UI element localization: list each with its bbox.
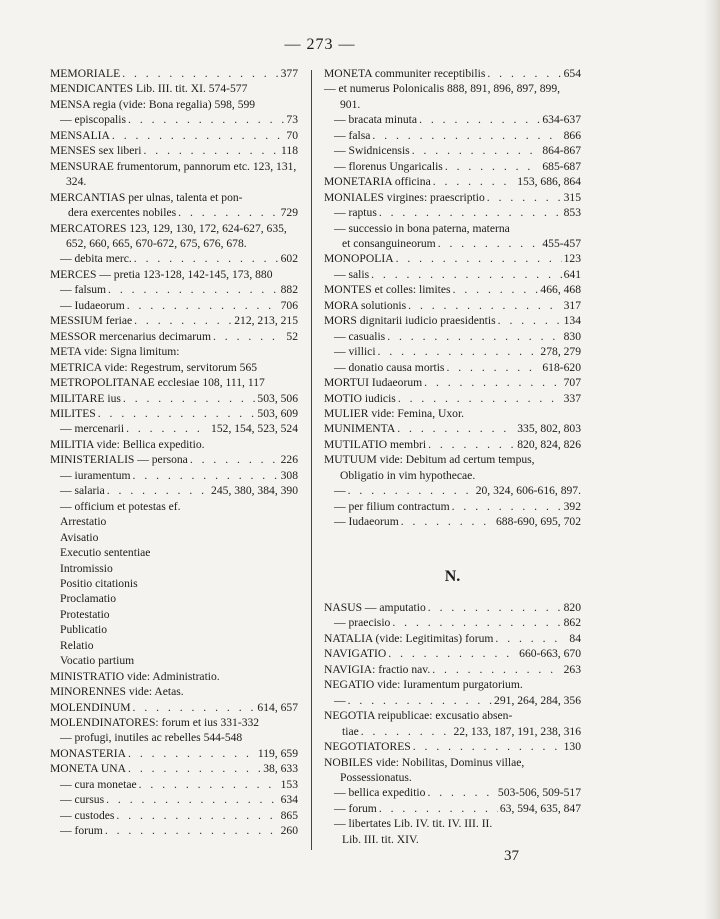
index-entry [50, 298, 298, 313]
index-entry [50, 483, 298, 498]
signature-folio: 37 [504, 848, 519, 864]
index-entry: MINORENNES vide: Aetas. [50, 685, 184, 699]
entry-term: MONIALES virgines: praescriptio [324, 190, 485, 204]
index-entry [50, 700, 298, 715]
index-entry [324, 329, 581, 344]
dot-leader [128, 761, 261, 776]
index-entry: MULIER vide: Femina, Uxor. [324, 406, 465, 420]
entry-term: — debita merc. [60, 252, 132, 266]
index-entry [324, 112, 581, 127]
page-number: — 273 — [284, 36, 356, 53]
dot-leader [361, 724, 452, 739]
index-entry [324, 662, 581, 677]
entry-page-refs: 866 [563, 128, 581, 142]
entry-term: MONETA communiter receptibilis [324, 67, 486, 80]
index-entry [324, 615, 581, 630]
index-entry [50, 282, 298, 297]
dot-leader [133, 468, 279, 483]
index-entry [324, 344, 581, 359]
index-entry [324, 785, 581, 800]
index-entry: — officium et potestas ef. [60, 499, 181, 513]
dot-leader [427, 785, 495, 800]
dot-leader [213, 329, 284, 344]
dot-leader [372, 128, 561, 143]
entry-term: — episcopalis [60, 113, 127, 127]
entry-page-refs: 641 [563, 267, 581, 281]
index-entry [324, 313, 581, 328]
entry-page-refs: 38, 633 [263, 762, 298, 776]
index-entry [324, 143, 581, 158]
index-entry [324, 693, 581, 708]
index-entry [50, 761, 298, 776]
entry-page-refs: 291, 264, 284, 356 [494, 693, 581, 707]
index-entry [50, 777, 298, 792]
index-entry: Proclamatio [60, 592, 117, 606]
dot-leader [98, 406, 256, 421]
entry-page-refs: 729 [280, 206, 298, 220]
dot-leader [397, 421, 515, 436]
entry-term: — Iudaeorum [60, 298, 125, 312]
entry-term: — custodes [60, 808, 115, 822]
dot-leader [432, 662, 561, 677]
entry-term: — per filium contractum [334, 499, 450, 513]
index-entry: Relatio [60, 638, 94, 652]
entry-page-refs: 119, 659 [257, 746, 298, 760]
index-entry [50, 251, 298, 266]
entry-term: NAVIGIA: fractio nav. [324, 662, 431, 676]
entry-page-refs: 392 [563, 499, 581, 513]
dot-leader [371, 267, 562, 282]
entry-term: MONETA UNA [50, 762, 127, 776]
entry-term: MINISTERIALIS — persona [50, 453, 188, 467]
dot-leader [452, 499, 562, 514]
dot-leader [408, 298, 561, 313]
index-entry [324, 600, 581, 615]
index-entry: Executio sententiae [60, 546, 151, 560]
entry-page-refs: 618-620 [542, 360, 581, 374]
entry-page-refs: 134 [563, 314, 581, 328]
entry-term: — iuramentum [60, 468, 131, 482]
entry-page-refs: 263 [563, 662, 581, 676]
index-entry [50, 406, 298, 421]
dot-leader [424, 375, 561, 390]
entry-term: MUNIMENTA [324, 422, 396, 436]
entry-term: MESSOR mercenarius decimarum [50, 329, 211, 343]
entry-term: — forum [60, 824, 103, 838]
entry-page-refs: 602 [280, 252, 298, 266]
index-entry: MENSA regia (vide: Bona regalia) 598, 599 [50, 97, 256, 111]
entry-page-refs: 245, 380, 384, 390 [211, 484, 298, 498]
dot-leader [128, 112, 284, 127]
dot-leader [107, 483, 209, 498]
index-entry [324, 631, 581, 646]
index-entry [324, 66, 581, 81]
dot-leader [348, 693, 492, 708]
dot-leader [412, 143, 541, 158]
entry-term: MILITARE ius [50, 391, 121, 405]
entry-term: NAVIGATIO [324, 647, 387, 661]
index-entry [324, 205, 581, 220]
dot-leader [487, 190, 562, 205]
index-entry: Vocatio partium [60, 654, 135, 668]
entry-page-refs: 820 [563, 601, 581, 614]
dot-leader [428, 437, 515, 452]
entry-page-refs: 865 [280, 808, 298, 822]
entry-term: — Swidnicensis [334, 144, 410, 158]
index-column-right-m [324, 66, 581, 530]
entry-page-refs: 634 [280, 793, 298, 807]
entry-page-refs: 377 [280, 67, 298, 80]
entry-term: tiae [342, 724, 359, 738]
index-entry: MERCES — pretia 123-128, 142-145, 173, 880 [50, 267, 273, 281]
entry-page-refs: 707 [563, 376, 581, 390]
dot-leader [445, 159, 541, 174]
entry-term: et consanguineorum [342, 236, 436, 250]
entry-page-refs: 503, 506 [257, 391, 298, 405]
dot-leader [178, 205, 278, 220]
section-heading-n: N. [444, 568, 461, 585]
index-entry: — successio in bona paterna, materna [334, 221, 510, 235]
index-entry: — et numerus Polonicalis 888, 891, 896, 897, 899, 901. [324, 82, 561, 111]
entry-term: — mercenarii [60, 422, 125, 436]
index-entry [324, 421, 581, 436]
dot-leader [392, 615, 561, 630]
entry-page-refs: 153, 686, 864 [517, 175, 581, 189]
dot-leader [498, 313, 562, 328]
index-entry [50, 205, 298, 220]
index-entry: META vide: Signa limitum: [50, 345, 180, 359]
entry-page-refs: 455-457 [542, 236, 581, 250]
dot-leader [387, 329, 561, 344]
entry-page-refs: 614, 657 [257, 700, 298, 714]
dot-leader [433, 174, 516, 189]
entry-page-refs: 862 [563, 616, 581, 630]
entry-term: — [334, 484, 346, 498]
entry-page-refs: 152, 154, 523, 524 [211, 422, 298, 436]
dot-leader [127, 298, 279, 313]
index-entry: MOLENDINATORES: forum et ius 331-332 [50, 716, 260, 730]
dot-leader [123, 391, 256, 406]
entry-term: MENSES sex liberi [50, 144, 142, 158]
entry-page-refs: 337 [563, 391, 581, 405]
index-entry: NEGATIO vide: Iuramentum purgatorium. [324, 678, 523, 692]
dot-leader [190, 452, 279, 467]
index-entry: NEGOTIA reipublicae: excusatio absen- [324, 709, 513, 723]
entry-term: — salis [334, 267, 370, 281]
dot-leader [105, 823, 279, 838]
entry-term: — raptus [334, 206, 377, 220]
dot-leader [495, 631, 567, 646]
index-entry: METRICA vide: Regestrum, servitorum 565 [50, 360, 258, 374]
dot-leader [106, 792, 278, 807]
index-entry [50, 329, 298, 344]
index-entry [50, 128, 298, 143]
entry-term: — casualis [334, 329, 386, 343]
entry-term: MONETARIA officina [324, 175, 431, 189]
entry-page-refs: 830 [563, 329, 581, 343]
dot-leader [348, 483, 474, 498]
entry-page-refs: 317 [563, 298, 581, 312]
index-entry: MUTUUM vide: Debitum ad certum tempus, Obligatio in vim hypothecae. [324, 453, 535, 482]
index-entry: METROPOLITANAE ecclesiae 108, 111, 117 [50, 376, 265, 390]
column-divider [311, 70, 312, 850]
index-entry: NOBILES vide: Nobilitas, Dominus villae, Possessionatus. [324, 755, 525, 784]
index-entry: — profugi, inutiles ac rebelles 544-548 [60, 731, 243, 745]
entry-term: dera exercentes nobiles [68, 206, 177, 220]
dot-leader [108, 282, 279, 297]
entry-page-refs: 706 [280, 298, 298, 312]
index-entry: MENDICANTES Lib. III. tit. XI. 574-577 [50, 82, 248, 96]
index-entry: Lib. III. tit. XIV. [342, 832, 419, 846]
index-entry [50, 808, 298, 823]
index-entry [324, 375, 581, 390]
index-entry [324, 360, 581, 375]
entry-page-refs: 503-506, 509-517 [497, 786, 581, 800]
entry-term: — falsum [60, 283, 107, 297]
entry-term: MUTILATIO membri [324, 437, 427, 451]
index-entry [50, 66, 298, 81]
entry-page-refs: 70 [286, 128, 298, 142]
index-entry [324, 646, 581, 661]
dot-leader [126, 421, 209, 436]
index-entry [50, 313, 298, 328]
dot-leader [379, 801, 498, 816]
index-entry [50, 421, 298, 436]
dot-leader [428, 600, 562, 615]
page-edge-shadow [704, 0, 720, 919]
entry-page-refs: 84 [569, 631, 581, 645]
entry-page-refs: 654 [563, 67, 581, 80]
entry-term: MONASTERIA [50, 746, 127, 760]
index-entry [324, 282, 581, 297]
entry-term: — bellica expeditio [334, 786, 426, 800]
index-entry [324, 739, 581, 754]
dot-leader [134, 251, 279, 266]
entry-term: MILITES [50, 406, 96, 420]
entry-term: — salaria [60, 484, 105, 498]
index-entry [324, 514, 581, 529]
dot-leader [398, 391, 562, 406]
entry-term: NEGOTIATORES [324, 740, 411, 754]
index-entry [324, 251, 581, 266]
index-entry: Intromissio [60, 561, 113, 575]
dot-leader [122, 66, 278, 81]
dot-leader [133, 700, 256, 715]
index-entry [324, 128, 581, 143]
dot-leader [401, 514, 494, 529]
index-entry: — libertates Lib. IV. tit. IV. III. II. [334, 817, 493, 831]
dot-leader [143, 143, 279, 158]
index-entry [50, 468, 298, 483]
entry-page-refs: 52 [286, 329, 298, 343]
index-entry [324, 174, 581, 189]
entry-page-refs: 22, 133, 187, 191, 238, 316 [453, 724, 581, 738]
dot-leader [413, 739, 562, 754]
entry-term: — forum [334, 801, 377, 815]
entry-page-refs: 123 [563, 252, 581, 266]
index-entry: MILITIA vide: Bellica expeditio. [50, 437, 205, 451]
entry-term: MOTIO iudicis [324, 391, 396, 405]
index-entry [50, 452, 298, 467]
index-entry: Arrestatio [60, 515, 107, 529]
entry-page-refs: 278, 279 [540, 345, 581, 359]
entry-page-refs: 63, 594, 635, 847 [499, 801, 581, 815]
entry-term: MORS dignitarii iudicio praesidentis [324, 314, 496, 328]
index-entry [50, 746, 298, 761]
index-entry [50, 112, 298, 127]
entry-term: MEMORIALE [50, 67, 121, 80]
entry-term: MORTUI Iudaeorum [324, 376, 423, 390]
entry-term: — bracata minuta [334, 113, 418, 127]
index-entry: Publicatio [60, 623, 108, 637]
entry-page-refs: 335, 802, 803 [517, 422, 581, 436]
index-entry [324, 437, 581, 452]
entry-term: — donatio causa mortis [334, 360, 445, 374]
entry-term: NATALIA (vide: Legitimitas) forum [324, 631, 494, 645]
index-column-left [50, 66, 298, 839]
dot-leader [396, 251, 562, 266]
dot-leader [438, 236, 541, 251]
index-entry [324, 267, 581, 282]
dot-leader [379, 205, 562, 220]
entry-term: MESSIUM feriae [50, 314, 133, 328]
index-entry [324, 236, 581, 251]
index-entry: MERCATORES 123, 129, 130, 172, 624-627, 635, 652, 660, 665, 670-672, 675, 676, 678. [50, 221, 287, 250]
entry-page-refs: 308 [280, 468, 298, 482]
index-entry [50, 143, 298, 158]
entry-term: MENSALIA [50, 128, 110, 142]
entry-page-refs: 688-690, 695, 702 [495, 515, 581, 529]
index-entry [324, 801, 581, 816]
entry-page-refs: 853 [563, 206, 581, 220]
entry-page-refs: 634-637 [542, 113, 581, 127]
entry-term: NASUS — amputatio [324, 601, 426, 614]
dot-leader [134, 313, 232, 328]
dot-leader [419, 112, 540, 127]
entry-page-refs: 503, 609 [257, 406, 298, 420]
entry-page-refs: 73 [286, 113, 298, 127]
entry-page-refs: 864-867 [542, 144, 581, 158]
entry-term: — Iudaeorum [334, 515, 399, 529]
dot-leader [453, 282, 539, 297]
dot-leader [128, 746, 256, 761]
index-entry [50, 823, 298, 838]
entry-page-refs: 660-663, 670 [519, 647, 581, 661]
entry-term: — villici [334, 345, 376, 359]
entry-page-refs: 685-687 [542, 159, 581, 173]
entry-term: MORA solutionis [324, 298, 407, 312]
index-entry: Protestatio [60, 607, 110, 621]
dot-leader [446, 360, 540, 375]
entry-page-refs: 226 [280, 453, 298, 467]
dot-leader [388, 646, 517, 661]
index-entry [324, 483, 581, 498]
entry-term: MOLENDINUM [50, 700, 131, 714]
entry-term: — praecisio [334, 616, 391, 630]
index-entry [324, 190, 581, 205]
entry-page-refs: 466, 468 [540, 283, 581, 297]
dot-leader [487, 66, 561, 81]
entry-page-refs: 315 [563, 190, 581, 204]
entry-page-refs: 260 [280, 824, 298, 838]
dot-leader [378, 344, 539, 359]
index-column-right-n [324, 600, 581, 847]
entry-term: — [334, 693, 346, 707]
entry-page-refs: 153 [280, 777, 298, 791]
entry-page-refs: 20, 324, 606-616, 897. [475, 484, 581, 498]
index-entry [324, 499, 581, 514]
dot-leader [116, 808, 278, 823]
index-entry [50, 391, 298, 406]
index-entry: Avisatio [60, 530, 99, 544]
entry-page-refs: 130 [563, 740, 581, 754]
entry-term: MONOPOLIA [324, 252, 394, 266]
index-entry [50, 792, 298, 807]
entry-page-refs: 882 [280, 283, 298, 297]
index-entry [324, 159, 581, 174]
index-entry: Positio citationis [60, 576, 138, 590]
index-entry [324, 391, 581, 406]
entry-page-refs: 212, 213, 215 [234, 314, 298, 328]
index-entry [324, 724, 581, 739]
index-entry: MINISTRATIO vide: Administratio. [50, 669, 220, 683]
entry-term: — falsa [334, 128, 371, 142]
entry-term: — florenus Ungaricalis [334, 159, 443, 173]
index-entry: MERCANTIAS per ulnas, talenta et pon- [50, 190, 243, 204]
entry-page-refs: 118 [281, 144, 298, 158]
entry-page-refs: 820, 824, 826 [517, 437, 581, 451]
index-entry: MENSURAE frumentorum, pannorum etc. 123, 131, 324. [50, 159, 297, 189]
entry-term: — cursus [60, 793, 105, 807]
index-entry [324, 298, 581, 313]
dot-leader [139, 777, 279, 792]
entry-term: — cura monetae [60, 777, 137, 791]
entry-term: MONTES et colles: limites [324, 283, 451, 297]
dot-leader [112, 128, 285, 143]
